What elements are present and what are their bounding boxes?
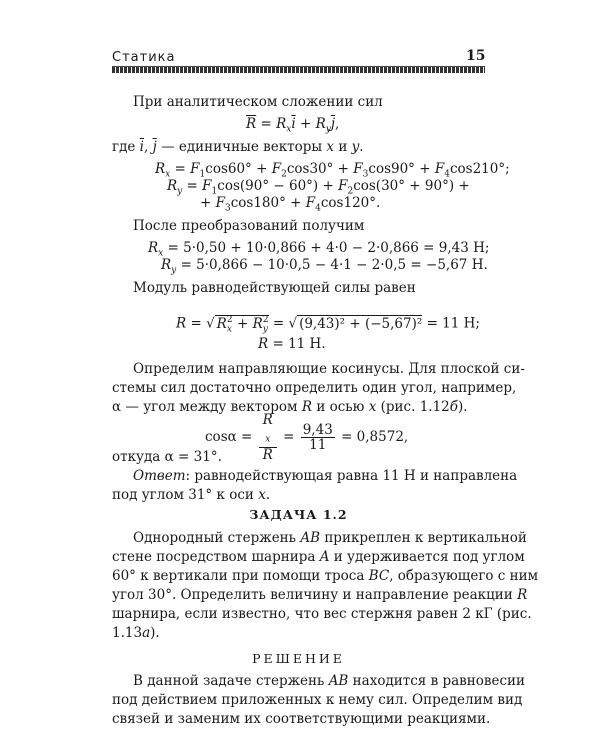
formula-rx: $R_x = F_1\cos 60^\circ + F_2\cos 30^\circ + F_3\cos 90^\circ + F_4\cos 210^\circ$; <box>155 161 510 180</box>
formula-r-result: R = 11 Н. <box>258 336 326 352</box>
answer-line-2: под углом 31° к оси x. <box>112 487 271 503</box>
formula-ry-1: $R_y = F_1\cos(90^\circ - 60^\circ) + F_2\cos(30^\circ + 90^\circ)$ + <box>167 178 470 197</box>
task-line-4: угол 30°. Определить величину и направление реакции R <box>112 587 528 603</box>
formula-rx-numeric: $R_x = 5\cdot 0,50 + 10\cdot 0,866 + 4\cdot 0 - 2\cdot 0,866 = 9,43$ Н; <box>148 240 490 259</box>
task-line-3: 60° к вертикали при помощи троса BC, образующего с ним <box>112 568 539 584</box>
text-line: Определим направляющие косинусы. Для плоской си- <box>133 361 525 377</box>
solution-line-3: связей и заменим их соответствующими реакциями. <box>112 711 491 727</box>
text-line: Модуль равнодействующей силы равен <box>133 280 416 296</box>
text-line-unit-vectors: где $\overline{i}$, $\overline{j}$ — единичные векторы x и y. <box>112 139 364 155</box>
text-line: стемы сил достаточно определить один угол, например, <box>112 380 517 396</box>
formula-ry-numeric: $R_y = 5\cdot 0,866 - 10\cdot 0,5 - 4\cdot 1 - 2\cdot 0,5 = -5,67$ Н. <box>161 257 488 276</box>
formula-ry-2: + $F_3\cos 180^\circ + F_4\cos 120^\circ$. <box>200 195 381 214</box>
running-header-title: Статика <box>112 50 176 65</box>
solution-line-1: В данной задаче стержень AB находится в равновесии <box>133 673 526 689</box>
task-line-1: Однородный стержень AB прикреплен к вертикальной <box>133 530 527 546</box>
formula-cos: cosα = R $_x$ R = $\frac{9,43}{11}$ = 0,8572, <box>205 412 409 463</box>
solution-line-2: под действием приложенных к нему сил. Определим вид <box>112 692 523 708</box>
page-number: 15 <box>466 48 486 64</box>
text-line-angle: α — угол между вектором R и осью x (рис. 1.12б). <box>112 399 468 415</box>
text-line: После преобразований получим <box>133 218 365 234</box>
task-line-6: 1.13а). <box>112 625 160 641</box>
task-line-5: шарнира, если известно, что вес стержня равен 2 кГ (рис. <box>112 606 532 622</box>
header-rule-pattern <box>112 67 485 73</box>
formula-modulus: R = √ $R_x^2 + R_y^2$ = √ (9,43)² + (−5,67)² = 11 Н; <box>176 315 480 335</box>
task-heading: ЗАДАЧА 1.2 <box>249 507 348 522</box>
text-line: откуда α = 31°. <box>112 449 222 465</box>
solution-heading: РЕШЕНИЕ <box>252 651 345 666</box>
formula-vector-sum: $\overline{R} = R_x\overline{i} + R_y\overline{j}$, <box>246 116 340 135</box>
text-line: При аналитическом сложении сил <box>133 94 383 110</box>
answer-line: Ответ: равнодействующая равна 11 Н и направлена <box>133 468 518 484</box>
task-line-2: стене посредством шарнира A и удерживается под углом <box>112 549 525 565</box>
